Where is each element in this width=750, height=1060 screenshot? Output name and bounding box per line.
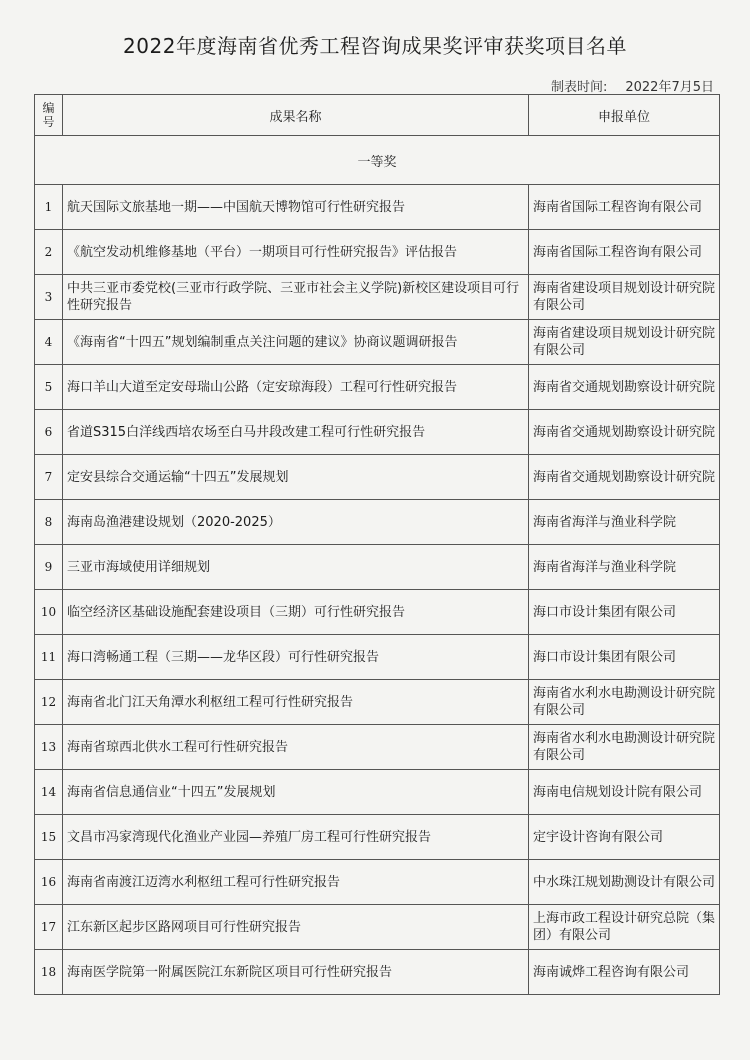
row-project-name: 定安县综合交通运输“十四五”发展规划 (63, 455, 529, 500)
row-unit: 定宇设计咨询有限公司 (529, 815, 720, 860)
row-project-name: 文昌市冯家湾现代化渔业产业园—养殖厂房工程可行性研究报告 (63, 815, 529, 860)
row-project-name: 省道S315白洋线西培农场至白马井段改建工程可行性研究报告 (63, 410, 529, 455)
header-no-line1: 编 (42, 101, 55, 115)
row-project-name: 《海南省“十四五”规划编制重点关注问题的建议》协商议题调研报告 (63, 320, 529, 365)
row-number: 16 (35, 860, 63, 905)
row-unit: 上海市政工程设计研究总院（集团）有限公司 (529, 905, 720, 950)
table-row (35, 905, 720, 950)
row-number: 10 (35, 590, 63, 635)
row-project-name: 江东新区起步区路网项目可行性研究报告 (63, 905, 529, 950)
header-no-line2: 号 (42, 115, 55, 129)
row-project-name: 海口羊山大道至定安母瑞山公路（定安琼海段）工程可行性研究报告 (63, 365, 529, 410)
table-row (35, 320, 720, 365)
row-project-name: 海南省琼西北供水工程可行性研究报告 (63, 725, 529, 770)
row-number: 13 (35, 725, 63, 770)
row-unit: 海南省水利水电勘测设计研究院有限公司 (529, 725, 720, 770)
row-unit: 海南省建设项目规划设计研究院有限公司 (529, 320, 720, 365)
table-row (35, 185, 720, 230)
table-row (35, 680, 720, 725)
row-number: 18 (35, 950, 63, 995)
header-row (35, 95, 720, 136)
row-unit: 海南电信规划设计院有限公司 (529, 770, 720, 815)
row-number: 4 (35, 320, 63, 365)
row-number: 17 (35, 905, 63, 950)
row-unit: 海南省国际工程咨询有限公司 (529, 185, 720, 230)
row-unit: 海南省交通规划勘察设计研究院 (529, 410, 720, 455)
page-title: 2022年度海南省优秀工程咨询成果奖评审获奖项目名单 (123, 34, 627, 58)
table-row (35, 455, 720, 500)
row-project-name: 海南省信息通信业“十四五”发展规划 (63, 770, 529, 815)
group-row (35, 136, 720, 185)
date-value: 2022年7月5日 (625, 80, 714, 95)
table-row (35, 500, 720, 545)
row-project-name: 三亚市海域使用详细规划 (63, 545, 529, 590)
row-project-name: 海南医学院第一附属医院江东新院区项目可行性研究报告 (63, 950, 529, 995)
row-number: 2 (35, 230, 63, 275)
row-number: 5 (35, 365, 63, 410)
table-row (35, 365, 720, 410)
table-row (35, 860, 720, 905)
row-unit: 海南省海洋与渔业科学院 (529, 500, 720, 545)
row-unit: 海南省国际工程咨询有限公司 (529, 230, 720, 275)
row-project-name: 海南省南渡江迈湾水利枢纽工程可行性研究报告 (63, 860, 529, 905)
row-unit: 海口市设计集团有限公司 (529, 590, 720, 635)
table-row (35, 590, 720, 635)
row-number: 15 (35, 815, 63, 860)
row-project-name: 《航空发动机维修基地（平台）一期项目可行性研究报告》评估报告 (63, 230, 529, 275)
table-row (35, 230, 720, 275)
row-number: 9 (35, 545, 63, 590)
date-line (551, 76, 714, 95)
table-row (35, 725, 720, 770)
table-row (35, 410, 720, 455)
row-project-name: 海口湾畅通工程（三期——龙华区段）可行性研究报告 (63, 635, 529, 680)
award-table (34, 94, 720, 995)
row-unit: 海南省海洋与渔业科学院 (529, 545, 720, 590)
table-row (35, 275, 720, 320)
table-row (35, 770, 720, 815)
row-project-name: 海南省北门江天角潭水利枢纽工程可行性研究报告 (63, 680, 529, 725)
table-row (35, 545, 720, 590)
row-project-name: 海南岛渔港建设规划（2020-2025） (63, 500, 529, 545)
table-row (35, 815, 720, 860)
row-unit: 海口市设计集团有限公司 (529, 635, 720, 680)
row-project-name: 航天国际文旅基地一期——中国航天博物馆可行性研究报告 (63, 185, 529, 230)
row-number: 7 (35, 455, 63, 500)
date-label: 制表时间: (550, 80, 608, 95)
header-unit: 申报单位 (529, 95, 720, 136)
row-number: 8 (35, 500, 63, 545)
row-number: 14 (35, 770, 63, 815)
row-unit: 海南省水利水电勘测设计研究院有限公司 (529, 680, 720, 725)
row-number: 1 (35, 185, 63, 230)
row-unit: 中水珠江规划勘测设计有限公司 (529, 860, 720, 905)
row-unit: 海南诚烨工程咨询有限公司 (529, 950, 720, 995)
row-unit: 海南省交通规划勘察设计研究院 (529, 455, 720, 500)
row-project-name: 中共三亚市委党校(三亚市行政学院、三亚市社会主义学院)新校区建设项目可行性研究报告 (63, 275, 529, 320)
header-no (35, 95, 63, 136)
header-name: 成果名称 (63, 95, 529, 136)
row-unit: 海南省建设项目规划设计研究院有限公司 (529, 275, 720, 320)
row-project-name: 临空经济区基础设施配套建设项目（三期）可行性研究报告 (63, 590, 529, 635)
group-label: 一等奖 (35, 136, 720, 185)
table-row (35, 950, 720, 995)
row-number: 3 (35, 275, 63, 320)
row-number: 12 (35, 680, 63, 725)
row-number: 11 (35, 635, 63, 680)
row-number: 6 (35, 410, 63, 455)
row-unit: 海南省交通规划勘察设计研究院 (529, 365, 720, 410)
table-row (35, 635, 720, 680)
